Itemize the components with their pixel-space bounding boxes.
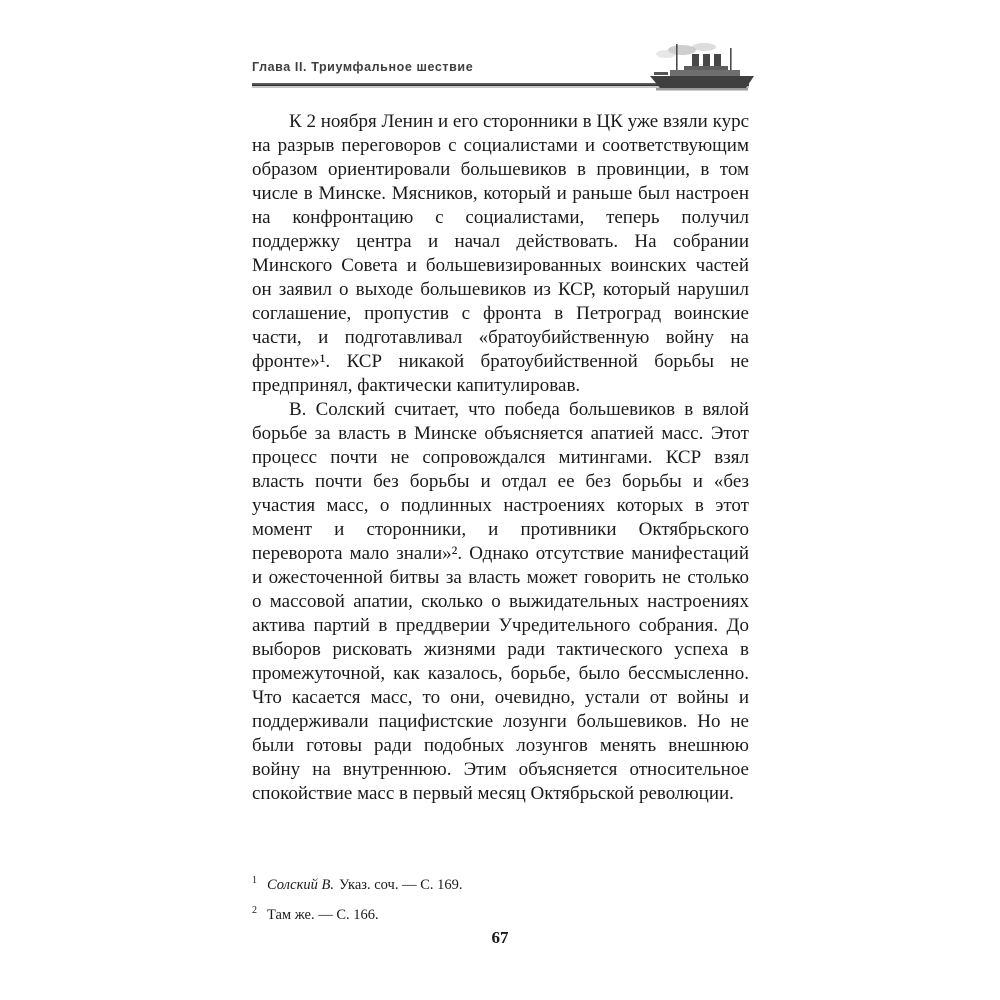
footnote-source: Солский В. [267, 876, 334, 893]
footnote-text: Там же. — С. 166. [267, 906, 379, 923]
footnotes-block [252, 868, 749, 928]
footnote-marker: 1 [252, 875, 257, 886]
footnote-marker: 2 [252, 904, 257, 916]
footnote-text: Указ. соч. — С. 169. [339, 876, 463, 893]
paragraph: К 2 ноября Ленин и его сторонники в ЦК уже взяли курс на разрыв переговоров с социалистами и соответствующим образом ориентировали большевиков в провинции, в том числе в Минске. Мясников, который и раньше был настроен на конфронтацию с социалистами, теперь получил поддержку центра и начал действовать. На собрании Минского Совета и большевизированных воинских частей он заявил о выходе большевиков из КСР, который нарушил соглашение, пропустив с фронта в Петроград воинские части, и подготавливал «братоубийственную войну на фронте»¹. КСР никакой братоубийственной борьбы не предпринял, фактически капитулировав. [252, 111, 749, 396]
page-number: 67 [491, 928, 509, 947]
paragraph: В. Солский считает, что победа большевиков в вялой борьбе за власть в Минске объясняется апатией масс. Этот процесс почти не сопровождался митингами. КСР взял власть почти без борьбы и отдал ее без борьбы и «без участия масс, о подлинных настроениях которых в этот момент и сторонники, и противники Октябрьского переворота мало знали»². Однако отсутствие манифестаций и ожесточенной битвы за власть может говорить не столько о массовой апатии, сколько о выжидательных настроениях актива партий в преддверии Учредительного собрания. До выборов рисковать жизнями ради тактического успеха в промежуточной, как казалось, борьбе, было бессмысленно. Что касается масс, то они, очевидно, устали от войны и поддерживали пацифистские лозунги большевиков. Но не были готовы ради подобных лозунгов менять внешнюю войну на внутреннюю. Этим объясняется относительное спокойствие масс в первый месяц Октябрьской революции. [252, 399, 749, 804]
warship-cruiser-icon [646, 40, 758, 96]
footnote [252, 898, 749, 928]
footnote [252, 868, 749, 898]
running-header-chapter-title: Глава II. Триумфальное шествие [252, 60, 474, 74]
body-text [252, 110, 749, 806]
